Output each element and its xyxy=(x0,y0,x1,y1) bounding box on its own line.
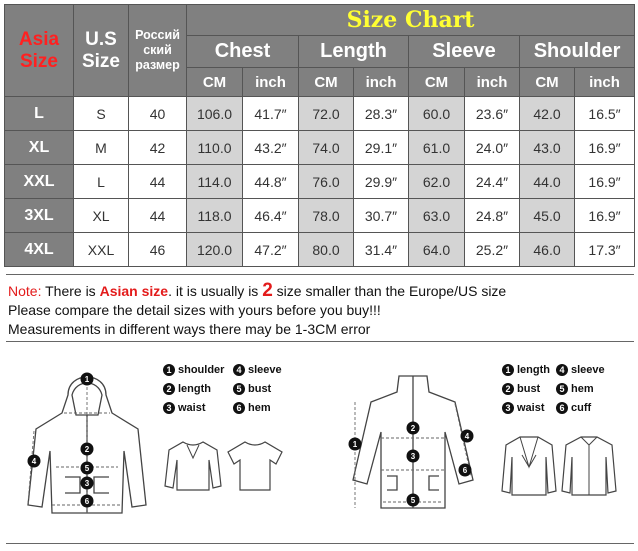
asian-size-highlight: Asian size xyxy=(99,283,169,299)
measurement-cell: 44.0 xyxy=(520,165,575,199)
ru-size-cell: 40 xyxy=(129,97,187,131)
unit-header: inch xyxy=(465,68,520,97)
legend-item: 2 bust xyxy=(502,383,540,395)
svg-text:2: 2 xyxy=(84,445,90,454)
unit-header: CM xyxy=(187,68,243,97)
svg-text:6: 6 xyxy=(462,466,468,475)
ru-size-cell: 46 xyxy=(129,233,187,267)
unit-header: CM xyxy=(409,68,465,97)
measurement-cell: 17.3″ xyxy=(575,233,635,267)
jacket-measurement-illustration xyxy=(343,370,483,520)
measurement-cell: 120.0 xyxy=(187,233,243,267)
svg-text:5: 5 xyxy=(84,464,90,473)
note-text: . it is usually is xyxy=(168,283,263,299)
asia-size-cell: L xyxy=(5,97,74,131)
shirt-icon xyxy=(560,433,618,499)
measurement-cell: 25.2″ xyxy=(465,233,520,267)
measurement-cell: 29.9″ xyxy=(354,165,409,199)
divider xyxy=(6,341,634,342)
svg-text:1: 1 xyxy=(352,440,358,449)
legend-item: 3 waist xyxy=(163,402,206,414)
ru-size-cell: 44 xyxy=(129,165,187,199)
measurement-cell: 41.7″ xyxy=(243,97,299,131)
legend-item: 1 length xyxy=(502,364,550,376)
measurement-cell: 29.1″ xyxy=(354,131,409,165)
us-size-cell: XXL xyxy=(74,233,129,267)
table-row xyxy=(5,97,635,131)
measurement-cell: 60.0 xyxy=(409,97,465,131)
measurement-cell: 16.9″ xyxy=(575,199,635,233)
note-line-1 xyxy=(8,281,506,301)
sleeve-header: Sleeve xyxy=(409,36,520,68)
measurement-cell: 76.0 xyxy=(299,165,354,199)
measurement-cell: 24.4″ xyxy=(465,165,520,199)
svg-text:2: 2 xyxy=(410,424,416,433)
table-row xyxy=(5,199,635,233)
measurement-cell: 16.9″ xyxy=(575,131,635,165)
unit-header: CM xyxy=(520,68,575,97)
note-label: Note: xyxy=(8,283,42,299)
shoulder-header: Shoulder xyxy=(520,36,635,68)
table-row xyxy=(5,165,635,199)
measurement-cell: 46.0 xyxy=(520,233,575,267)
sweater-icon xyxy=(163,436,223,496)
measurement-cell: 72.0 xyxy=(299,97,354,131)
measurement-cell: 24.0″ xyxy=(465,131,520,165)
us-size-header: U.S Size xyxy=(74,5,129,97)
tshirt-icon xyxy=(224,436,286,496)
ru-size-cell: 42 xyxy=(129,131,187,165)
svg-text:6: 6 xyxy=(84,497,90,506)
asia-size-cell: XL xyxy=(5,131,74,165)
us-size-cell: L xyxy=(74,165,129,199)
note-line-2: Please compare the detail sizes with yours before you buy!!! xyxy=(8,302,381,318)
measurement-cell: 24.8″ xyxy=(465,199,520,233)
legend-item: 1 shoulder xyxy=(163,364,224,376)
size-table xyxy=(4,4,635,267)
unit-header: inch xyxy=(575,68,635,97)
svg-text:3: 3 xyxy=(410,452,416,461)
measurement-cell: 31.4″ xyxy=(354,233,409,267)
legend-item: 2 length xyxy=(163,383,211,395)
measurement-cell: 63.0 xyxy=(409,199,465,233)
measurement-cell: 45.0 xyxy=(520,199,575,233)
svg-text:4: 4 xyxy=(31,457,37,466)
table-row xyxy=(5,233,635,267)
measurement-cell: 43.2″ xyxy=(243,131,299,165)
measurement-cell: 16.5″ xyxy=(575,97,635,131)
measurement-cell: 28.3″ xyxy=(354,97,409,131)
asia-size-cell: XXL xyxy=(5,165,74,199)
ru-size-cell: 44 xyxy=(129,199,187,233)
legend-item: 4 sleeve xyxy=(556,364,605,376)
us-size-cell: M xyxy=(74,131,129,165)
chart-title: Size Chart xyxy=(187,5,635,36)
size-difference-number: 2 xyxy=(262,280,273,301)
asia-size-cell: 3XL xyxy=(5,199,74,233)
legend-item: 5 bust xyxy=(233,383,271,395)
measurement-cell: 23.6″ xyxy=(465,97,520,131)
svg-text:5: 5 xyxy=(410,496,416,505)
ru-size-header: Россий ский размер xyxy=(129,5,187,97)
measurement-cell: 80.0 xyxy=(299,233,354,267)
measurement-cell: 110.0 xyxy=(187,131,243,165)
note-line-3: Measurements in different ways there may be 1-3CM error xyxy=(8,321,371,337)
measurement-cell: 42.0 xyxy=(520,97,575,131)
us-size-cell: XL xyxy=(74,199,129,233)
measurement-cell: 74.0 xyxy=(299,131,354,165)
measurement-cell: 78.0 xyxy=(299,199,354,233)
asia-size-cell: 4XL xyxy=(5,233,74,267)
measurement-cell: 61.0 xyxy=(409,131,465,165)
measurement-cell: 118.0 xyxy=(187,199,243,233)
note-text: There is xyxy=(41,283,100,299)
legend-item: 5 hem xyxy=(556,383,594,395)
measurement-cell: 46.4″ xyxy=(243,199,299,233)
legend-item: 3 waist xyxy=(502,402,545,414)
svg-text:4: 4 xyxy=(464,432,470,441)
measurement-cell: 106.0 xyxy=(187,97,243,131)
blazer-icon xyxy=(500,433,558,499)
chest-header: Chest xyxy=(187,36,299,68)
measurement-cell: 44.8″ xyxy=(243,165,299,199)
table-row xyxy=(5,131,635,165)
measurement-cell: 47.2″ xyxy=(243,233,299,267)
unit-header: inch xyxy=(243,68,299,97)
length-header: Length xyxy=(299,36,409,68)
legend-item: 6 hem xyxy=(233,402,271,414)
measurement-cell: 43.0 xyxy=(520,131,575,165)
legend-item: 4 sleeve xyxy=(233,364,282,376)
unit-header: inch xyxy=(354,68,409,97)
divider xyxy=(6,543,634,544)
unit-header: CM xyxy=(299,68,354,97)
size-note xyxy=(8,281,506,339)
hoodie-measurement-illustration xyxy=(20,365,155,525)
measurement-cell: 16.9″ xyxy=(575,165,635,199)
svg-text:3: 3 xyxy=(84,479,90,488)
divider xyxy=(6,274,634,275)
legend-item: 6 cuff xyxy=(556,402,591,414)
us-size-cell: S xyxy=(74,97,129,131)
measurement-cell: 64.0 xyxy=(409,233,465,267)
asia-size-header: Asia Size xyxy=(5,5,74,97)
measurement-cell: 114.0 xyxy=(187,165,243,199)
svg-text:1: 1 xyxy=(84,375,90,384)
note-text: size smaller than the Europe/US size xyxy=(272,283,507,299)
measurement-cell: 62.0 xyxy=(409,165,465,199)
measurement-cell: 30.7″ xyxy=(354,199,409,233)
